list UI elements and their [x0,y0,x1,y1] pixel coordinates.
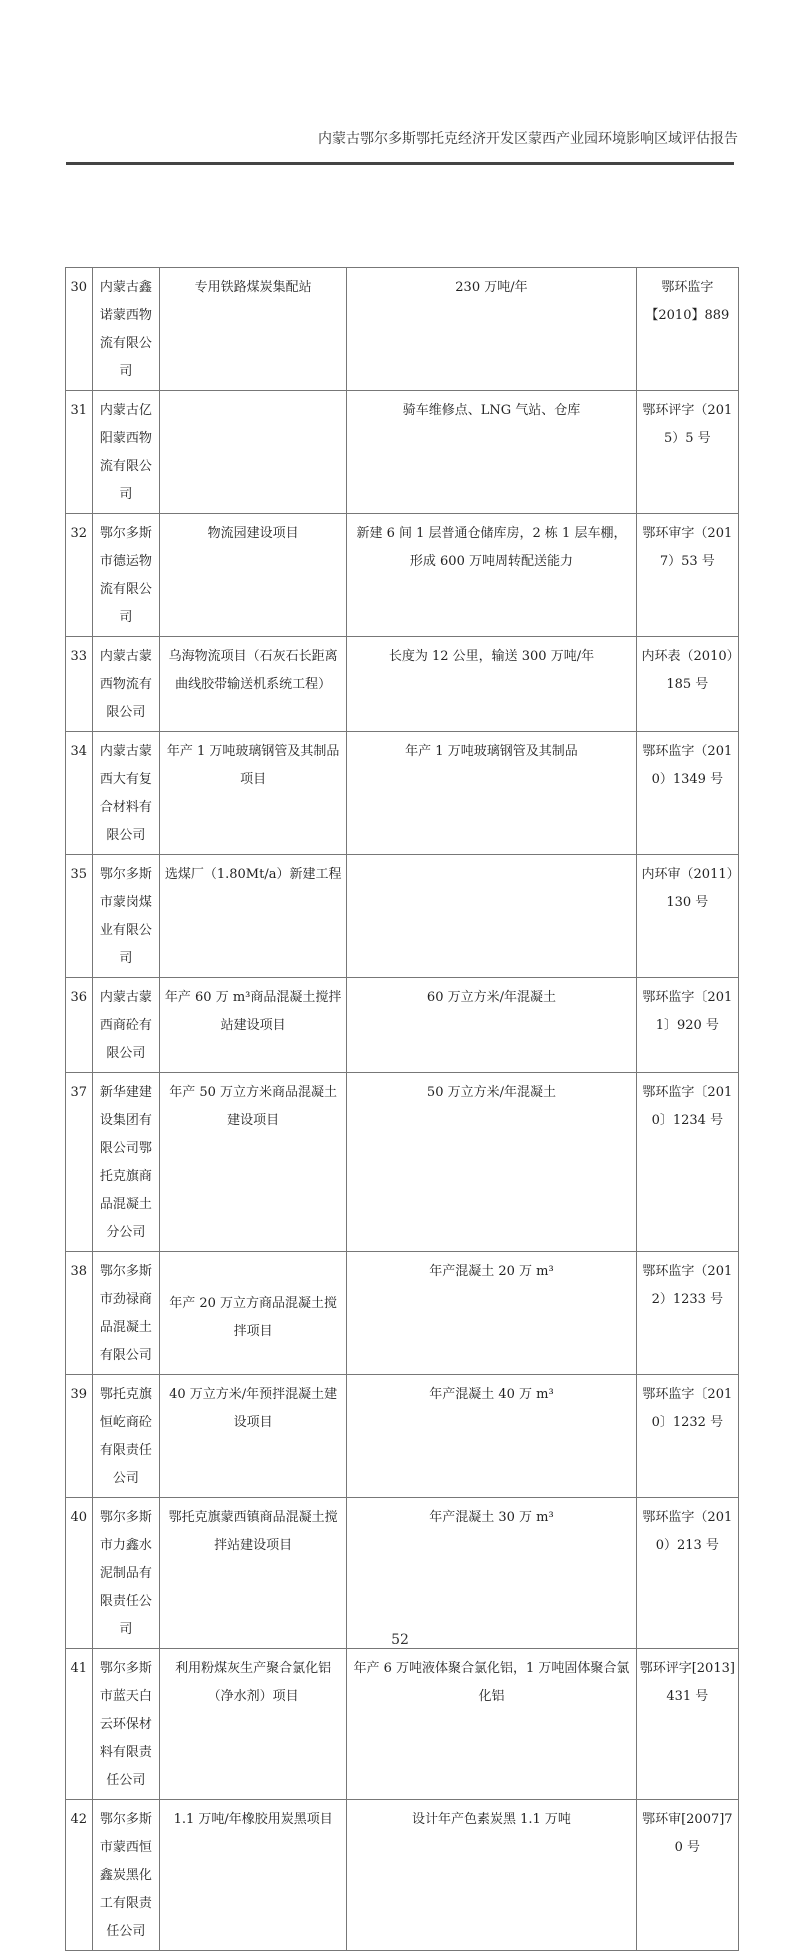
table-row [66,1498,739,1649]
approval-number: 鄂环审字（2017）53 号 [636,514,738,637]
table-row [66,1800,739,1951]
project-name: 1.1 万吨/年橡胶用炭黑项目 [160,1800,347,1951]
row-number: 30 [66,268,93,391]
table-row [66,1073,739,1252]
company-name: 鄂尔多斯市蒙岗煤业有限公司 [92,855,160,978]
approval-number: 鄂环评字[2013]431 号 [636,1649,738,1800]
table-row [66,732,739,855]
table-row [66,855,739,978]
company-name: 鄂尔多斯市劲禄商品混凝土有限公司 [92,1252,160,1375]
row-number: 31 [66,391,93,514]
project-scale: 年产 1 万吨玻璃钢管及其制品 [347,732,636,855]
row-number: 39 [66,1375,93,1498]
project-name: 利用粉煤灰生产聚合氯化铝（净水剂）项目 [160,1649,347,1800]
project-scale: 设计年产色素炭黑 1.1 万吨 [347,1800,636,1951]
row-number: 32 [66,514,93,637]
project-scale: 年产混凝土 40 万 m³ [347,1375,636,1498]
project-name: 40 万立方米/年预拌混凝土建设项目 [160,1375,347,1498]
project-scale: 年产 6 万吨液体聚合氯化铝，1 万吨固体聚合氯化铝 [347,1649,636,1800]
row-number: 42 [66,1800,93,1951]
company-name: 鄂尔多斯市蒙西恒鑫炭黑化工有限责任公司 [92,1800,160,1951]
row-number: 34 [66,732,93,855]
project-name: 年产 60 万 m³商品混凝土搅拌站建设项目 [160,978,347,1073]
project-name: 乌海物流项目（石灰石长距离曲线胶带输送机系统工程） [160,637,347,732]
project-name: 年产 50 万立方米商品混凝土建设项目 [160,1073,347,1252]
approval-number: 鄂环监字 【2010】889 [636,268,738,391]
project-name: 鄂托克旗蒙西镇商品混凝土搅拌站建设项目 [160,1498,347,1649]
approval-number: 鄂环监字〔2010〕1232 号 [636,1375,738,1498]
company-name: 鄂尔多斯市德运物流有限公司 [92,514,160,637]
project-scale: 230 万吨/年 [347,268,636,391]
project-name: 选煤厂（1.80Mt/a）新建工程 [160,855,347,978]
company-name: 鄂尔多斯市蓝天白云环保材料有限责任公司 [92,1649,160,1800]
project-scale: 年产混凝土 20 万 m³ [347,1252,636,1375]
company-name: 内蒙古亿阳蒙西物流有限公司 [92,391,160,514]
table-row [66,1252,739,1375]
project-name: 年产 20 万立方商品混凝土搅拌项目 [160,1252,347,1375]
approval-number: 内环表（2010）185 号 [636,637,738,732]
approval-number: 鄂环监字（2012）1233 号 [636,1252,738,1375]
page-header: 内蒙古鄂尔多斯鄂托克经济开发区蒙西产业园环境影响区域评估报告 [318,131,738,147]
project-name [160,391,347,514]
approval-number: 鄂环评字（2015）5 号 [636,391,738,514]
project-name: 专用铁路煤炭集配站 [160,268,347,391]
project-scale [347,855,636,978]
approval-number: 内环审（2011）130 号 [636,855,738,978]
table-row [66,637,739,732]
company-name: 鄂尔多斯市力鑫水泥制品有限责任公司 [92,1498,160,1649]
project-name: 物流园建设项目 [160,514,347,637]
row-number: 40 [66,1498,93,1649]
company-name: 内蒙古蒙西大有复合材料有限公司 [92,732,160,855]
row-number: 35 [66,855,93,978]
company-name: 新华建建设集团有限公司鄂托克旗商品混凝土分公司 [92,1073,160,1252]
row-number: 36 [66,978,93,1073]
approval-number: 鄂环监字（2010）1349 号 [636,732,738,855]
project-scale: 骑车维修点、LNG 气站、仓库 [347,391,636,514]
project-table [65,267,739,1951]
project-name: 年产 1 万吨玻璃钢管及其制品项目 [160,732,347,855]
approval-number: 鄂环监字〔2010〕1234 号 [636,1073,738,1252]
company-name: 内蒙古鑫诺蒙西物流有限公司 [92,268,160,391]
table-row [66,1375,739,1498]
header-divider [66,162,734,165]
project-scale: 长度为 12 公里，输送 300 万吨/年 [347,637,636,732]
page-number: 52 [391,1632,409,1648]
approval-number: 鄂环监字〔2011〕920 号 [636,978,738,1073]
table-row [66,978,739,1073]
table-row [66,1649,739,1800]
approval-number: 鄂环监字（2010）213 号 [636,1498,738,1649]
project-scale: 年产混凝土 30 万 m³ [347,1498,636,1649]
company-name: 鄂托克旗恒屹商砼有限责任公司 [92,1375,160,1498]
table-row [66,268,739,391]
company-name: 内蒙古蒙西物流有限公司 [92,637,160,732]
project-scale: 新建 6 间 1 层普通仓储库房，2 栋 1 层车棚，形成 600 万吨周转配送能力 [347,514,636,637]
approval-number: 鄂环审[2007]70 号 [636,1800,738,1951]
project-scale: 60 万立方米/年混凝土 [347,978,636,1073]
row-number: 38 [66,1252,93,1375]
row-number: 37 [66,1073,93,1252]
project-scale: 50 万立方米/年混凝土 [347,1073,636,1252]
table-row [66,391,739,514]
row-number: 33 [66,637,93,732]
row-number: 41 [66,1649,93,1800]
company-name: 内蒙古蒙西商砼有限公司 [92,978,160,1073]
table-row [66,514,739,637]
